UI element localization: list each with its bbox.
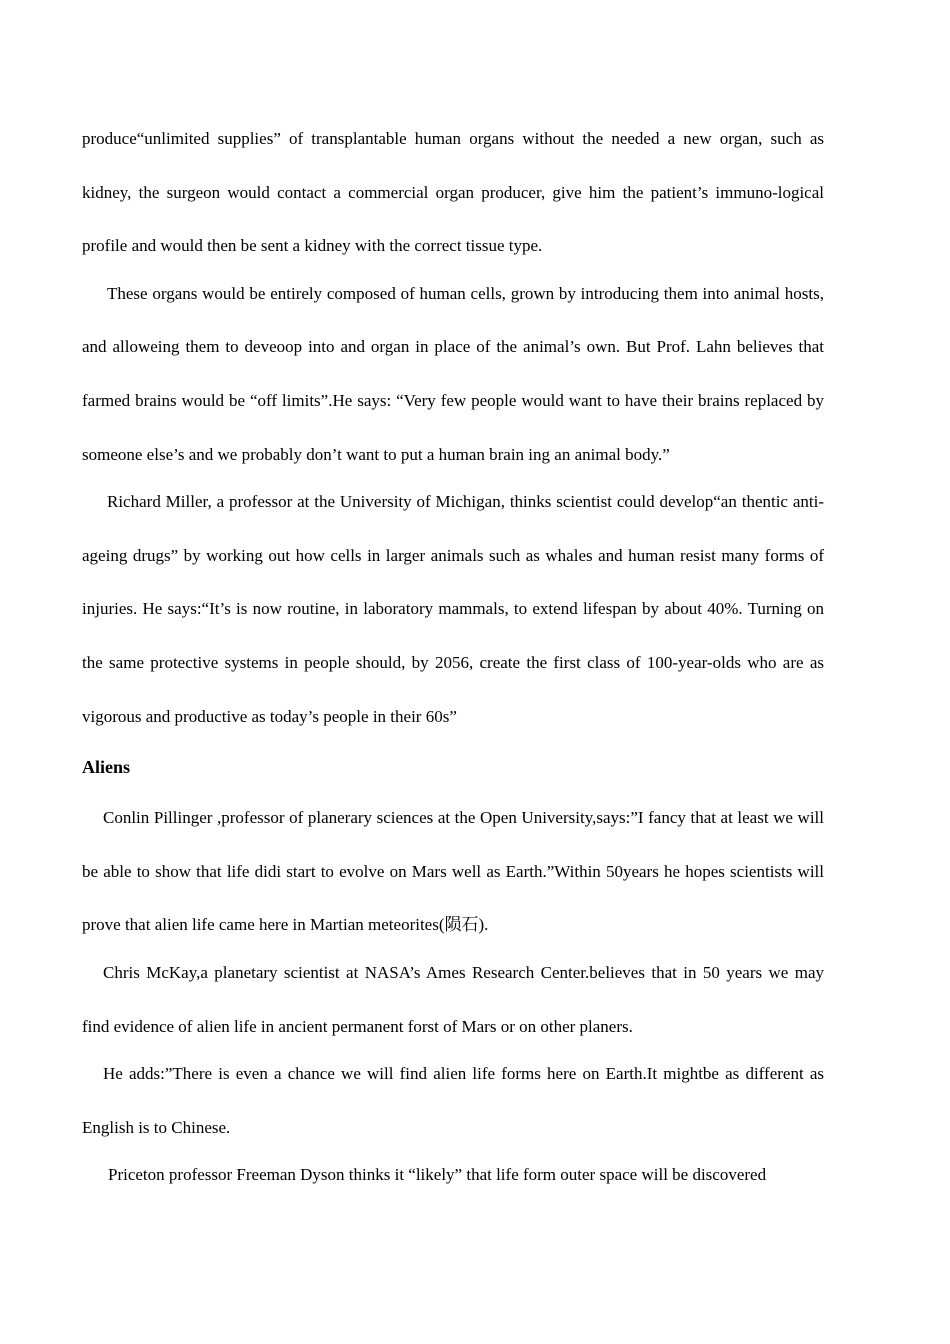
section-heading-aliens: Aliens: [82, 757, 131, 778]
paragraph-anti-ageing: Richard Miller, a professor at the University of Michigan, thinks scientist could develop“an thentic anti-ageing drugs” by working out how cells in larger animals such as whales and human resist many forms of injuries. He says:“It’s is now routine, in laboratory mammals, to extend lifespan by about 40%. Turning on the same protective systems in people should, by 2056, create the first class of 100-year-olds who are as vigorous and productive as today’s people in their 60s”: [82, 492, 824, 726]
document-body: [82, 112, 824, 1202]
paragraph-mckay-adds: He adds:”There is even a chance we will find alien life forms here on Earth.It mightbe as different as English is to Chinese.: [82, 1064, 824, 1137]
paragraph-organs-supply: produce“unlimited supplies” of transplantable human organs without the needed a new organ, such as kidney, the surgeon would contact a commercial organ producer, give him the patient’s immuno-logical profile and would then be sent a kidney with the correct tissue type.: [82, 129, 824, 256]
paragraph-dyson: Priceton professor Freeman Dyson thinks it “likely” that life form outer space will be discovered: [108, 1165, 767, 1185]
paragraph-mckay: Chris McKay,a planetary scientist at NASA’s Ames Research Center.believes that in 50 years we may find evidence of alien life in ancient permanent forst of Mars or on other planers.: [82, 962, 824, 1036]
paragraph-organs-composition: These organs would be entirely composed of human cells, grown by introducing them into animal hosts, and alloweing them to deveoop into and organ in place of the animal’s own. But Prof. Lahn believes that farmed brains would be “off limits”.He says: “Very few people would want to have their brains replaced by someone else’s and we probably don’t want to put a human brain ing an animal body.”: [82, 283, 824, 464]
paragraph-pillinger: Conlin Pillinger ,professor of planerary sciences at the Open University,says:”I fancy that at least we will be able to show that life didi start to evolve on Mars well as Earth.”Within 50years he hopes scientists will prove that alien life came here in Martian meteorites(陨石).: [82, 808, 824, 935]
